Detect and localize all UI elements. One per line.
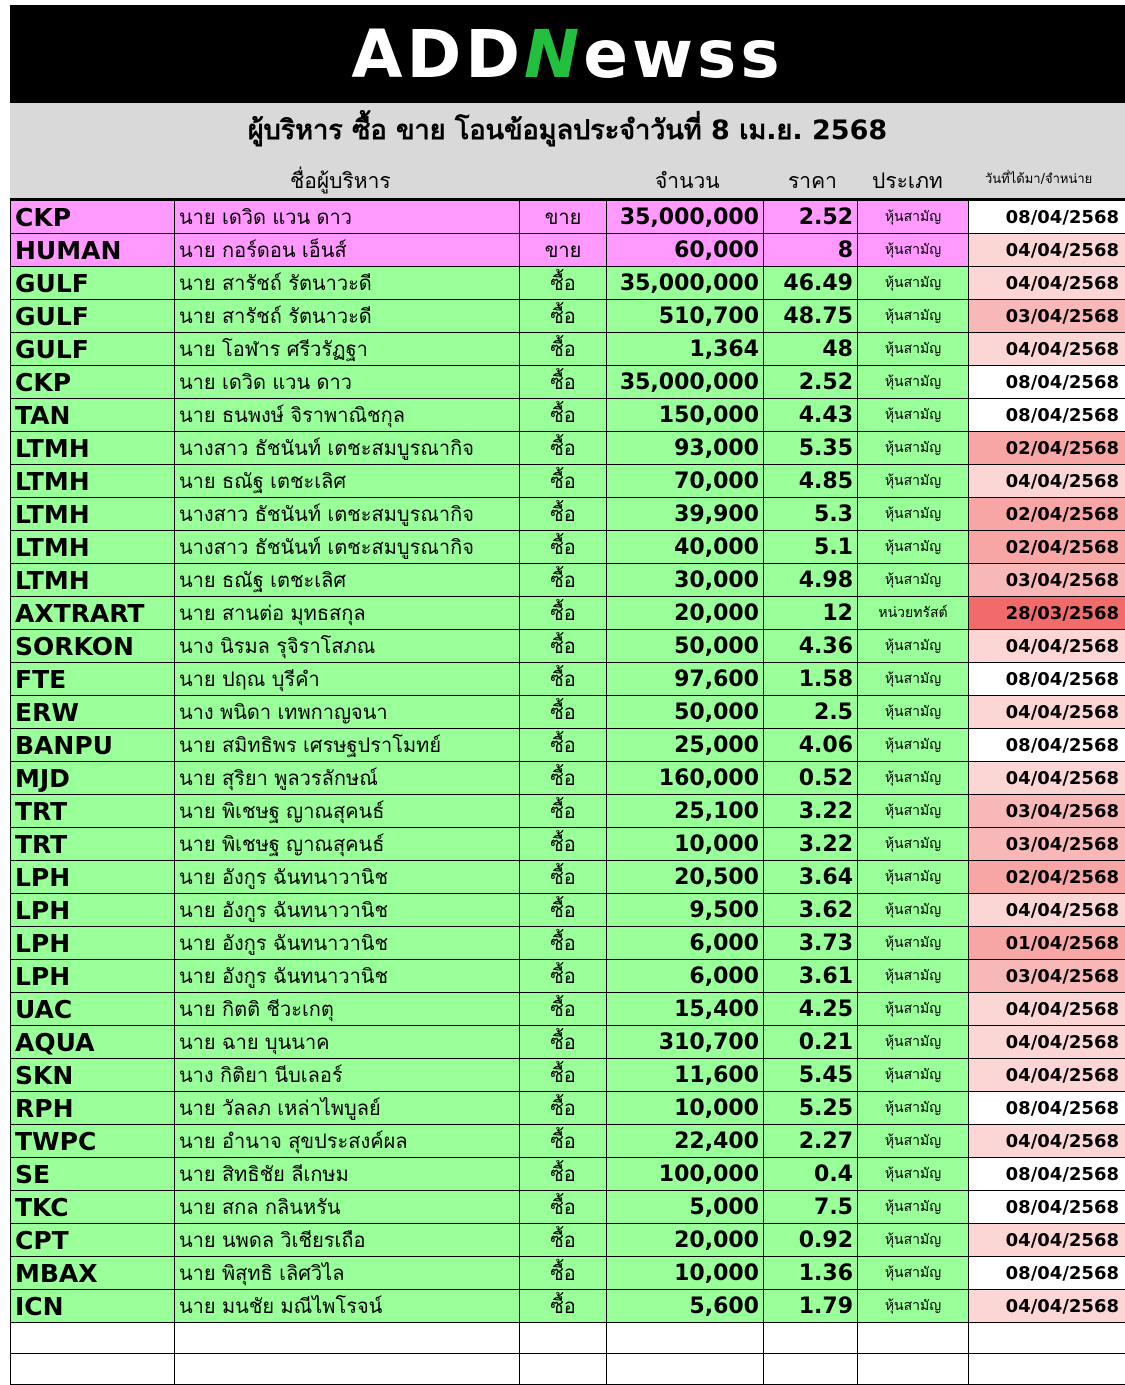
trade-price: 4.43: [764, 399, 858, 432]
table-row: [11, 597, 1125, 630]
stock-symbol: MBAX: [11, 1257, 175, 1290]
trade-quantity: 20,000: [607, 1224, 764, 1257]
trade-action: ซื้อ: [520, 1191, 607, 1224]
stock-symbol: SE: [11, 1158, 175, 1191]
security-type: หุ้นสามัญ: [858, 1191, 969, 1224]
stock-symbol: TKC: [11, 1191, 175, 1224]
executive-name: นาย เดวิด แวน ดาว: [175, 366, 520, 399]
trade-price: 0.4: [764, 1158, 858, 1191]
stock-symbol: FTE: [11, 663, 175, 696]
empty-cell: [520, 1354, 607, 1385]
trade-action: ซื้อ: [520, 1290, 607, 1323]
trade-price: 0.92: [764, 1224, 858, 1257]
trade-action: ซื้อ: [520, 1026, 607, 1059]
trade-action: ซื้อ: [520, 432, 607, 465]
trade-action: ซื้อ: [520, 564, 607, 597]
security-type: หุ้นสามัญ: [858, 696, 969, 729]
table-row: [11, 1125, 1125, 1158]
executive-name: นาง กิติยา นีบเลอร์: [175, 1059, 520, 1092]
security-type: หุ้นสามัญ: [858, 861, 969, 894]
trade-date: 01/04/2568: [969, 927, 1125, 960]
stock-symbol: LTMH: [11, 465, 175, 498]
trade-quantity: 35,000,000: [607, 366, 764, 399]
trade-date: 02/04/2568: [969, 861, 1125, 894]
trade-action: ซื้อ: [520, 960, 607, 993]
trade-date: 03/04/2568: [969, 564, 1125, 597]
table-row: [11, 795, 1125, 828]
trade-price: 1.36: [764, 1257, 858, 1290]
executive-name: นาย อังกูร ฉันทนาวานิช: [175, 960, 520, 993]
security-type: หุ้นสามัญ: [858, 564, 969, 597]
trade-action: ซื้อ: [520, 927, 607, 960]
security-type: หุ้นสามัญ: [858, 531, 969, 564]
trade-price: 2.52: [764, 366, 858, 399]
executive-name: นาย เดวิด แวน ดาว: [175, 201, 520, 234]
trade-quantity: 15,400: [607, 993, 764, 1026]
executive-name: นาย สกล กลินหรัน: [175, 1191, 520, 1224]
executive-name: นางสาว ธัชนันท์ เตชะสมบูรณากิจ: [175, 531, 520, 564]
trade-quantity: 310,700: [607, 1026, 764, 1059]
trade-date: 03/04/2568: [969, 795, 1125, 828]
security-type: หุ้นสามัญ: [858, 795, 969, 828]
stock-symbol: LPH: [11, 927, 175, 960]
stock-symbol: SKN: [11, 1059, 175, 1092]
empty-row: [11, 1354, 1125, 1385]
trade-quantity: 5,600: [607, 1290, 764, 1323]
trade-quantity: 1,364: [607, 333, 764, 366]
executive-name: นาย มนชัย มณีไพโรจน์: [175, 1290, 520, 1323]
security-type: หุ้นสามัญ: [858, 762, 969, 795]
trade-action: ซื้อ: [520, 828, 607, 861]
trade-action: ซื้อ: [520, 1158, 607, 1191]
trade-action: ซื้อ: [520, 696, 607, 729]
security-type: หุ้นสามัญ: [858, 201, 969, 234]
stock-symbol: SORKON: [11, 630, 175, 663]
stock-symbol: AQUA: [11, 1026, 175, 1059]
stock-symbol: LPH: [11, 861, 175, 894]
stock-symbol: ICN: [11, 1290, 175, 1323]
table-row: [11, 1257, 1125, 1290]
executive-name: นาย สมิทธิพร เศรษฐปราโมทย์: [175, 729, 520, 762]
trade-date: 04/04/2568: [969, 1224, 1125, 1257]
trade-quantity: 35,000,000: [607, 267, 764, 300]
trade-action: ซื้อ: [520, 333, 607, 366]
trade-quantity: 40,000: [607, 531, 764, 564]
trade-date: 04/04/2568: [969, 993, 1125, 1026]
trade-quantity: 97,600: [607, 663, 764, 696]
empty-cell: [764, 1323, 858, 1354]
security-type: หุ้นสามัญ: [858, 993, 969, 1026]
table-header: [10, 155, 1125, 200]
executive-name: นาย อังกูร ฉันทนาวานิช: [175, 927, 520, 960]
table-row: [11, 1224, 1125, 1257]
trade-price: 4.85: [764, 465, 858, 498]
stock-symbol: AXTRART: [11, 597, 175, 630]
trade-action: ซื้อ: [520, 861, 607, 894]
table-row: [11, 333, 1125, 366]
table-row: [11, 432, 1125, 465]
trade-date: 04/04/2568: [969, 1026, 1125, 1059]
trade-date: 04/04/2568: [969, 630, 1125, 663]
trade-date: 08/04/2568: [969, 1257, 1125, 1290]
trade-price: 4.06: [764, 729, 858, 762]
security-type: หุ้นสามัญ: [858, 1290, 969, 1323]
trade-quantity: 50,000: [607, 696, 764, 729]
trade-price: 1.58: [764, 663, 858, 696]
trade-date: 08/04/2568: [969, 729, 1125, 762]
trade-price: 5.25: [764, 1092, 858, 1125]
trade-date: 08/04/2568: [969, 1158, 1125, 1191]
table-row: [11, 927, 1125, 960]
trade-quantity: 22,400: [607, 1125, 764, 1158]
table-row: [11, 300, 1125, 333]
executive-name: นาย อังกูร ฉันทนาวานิช: [175, 861, 520, 894]
security-type: หุ้นสามัญ: [858, 234, 969, 267]
security-type: หุ้นสามัญ: [858, 399, 969, 432]
trade-quantity: 100,000: [607, 1158, 764, 1191]
executive-name: นาย โอฬาร ศรีวรัฏฐา: [175, 333, 520, 366]
stock-symbol: CKP: [11, 366, 175, 399]
trade-action: ซื้อ: [520, 465, 607, 498]
table-row: [11, 465, 1125, 498]
trade-quantity: 20,500: [607, 861, 764, 894]
trade-action: ซื้อ: [520, 1092, 607, 1125]
trade-quantity: 20,000: [607, 597, 764, 630]
trade-action: ขาย: [520, 234, 607, 267]
trade-action: ซื้อ: [520, 795, 607, 828]
trade-action: ซื้อ: [520, 993, 607, 1026]
empty-cell: [858, 1354, 969, 1385]
trade-price: 0.52: [764, 762, 858, 795]
stock-symbol: LPH: [11, 894, 175, 927]
executive-name: นาย อำนาจ สุขประสงค์ผล: [175, 1125, 520, 1158]
trade-action: ซื้อ: [520, 630, 607, 663]
trade-quantity: 60,000: [607, 234, 764, 267]
executive-name: นาย สารัชถ์ รัตนาวะดี: [175, 267, 520, 300]
security-type: หุ้นสามัญ: [858, 927, 969, 960]
stock-symbol: LPH: [11, 960, 175, 993]
trade-price: 3.22: [764, 828, 858, 861]
table-row: [11, 960, 1125, 993]
table-row: [11, 267, 1125, 300]
trade-date: 04/04/2568: [969, 465, 1125, 498]
stock-symbol: GULF: [11, 300, 175, 333]
table-row: [11, 201, 1125, 234]
security-type: หุ้นสามัญ: [858, 333, 969, 366]
executive-name: นาย สิทธิชัย ลีเกษม: [175, 1158, 520, 1191]
trade-date: 02/04/2568: [969, 531, 1125, 564]
page-title: ผู้บริหาร ซื้อ ขาย โอนข้อมูลประจำวันที่ 8 เม.ย. 2568: [10, 103, 1125, 155]
brand-banner: [10, 5, 1125, 103]
empty-cell: [764, 1354, 858, 1385]
trade-action: ซื้อ: [520, 399, 607, 432]
trade-price: 5.1: [764, 531, 858, 564]
table-row: [11, 1092, 1125, 1125]
trade-price: 4.98: [764, 564, 858, 597]
trade-price: 5.3: [764, 498, 858, 531]
trade-quantity: 35,000,000: [607, 201, 764, 234]
trade-action: ซื้อ: [520, 1059, 607, 1092]
trade-quantity: 6,000: [607, 927, 764, 960]
trade-date: 03/04/2568: [969, 960, 1125, 993]
table-row: [11, 399, 1125, 432]
stock-symbol: LTMH: [11, 432, 175, 465]
trade-date: 04/04/2568: [969, 1125, 1125, 1158]
executive-name: นาย สารัชถ์ รัตนาวะดี: [175, 300, 520, 333]
trade-price: 2.27: [764, 1125, 858, 1158]
table-row: [11, 1158, 1125, 1191]
security-type: หุ้นสามัญ: [858, 1125, 969, 1158]
trade-quantity: 25,000: [607, 729, 764, 762]
trade-date: 04/04/2568: [969, 267, 1125, 300]
trade-action: ซื้อ: [520, 663, 607, 696]
executive-name: นาย สุริยา พูลวรลักษณ์: [175, 762, 520, 795]
trade-date: 08/04/2568: [969, 399, 1125, 432]
trade-quantity: 10,000: [607, 828, 764, 861]
table-row: [11, 696, 1125, 729]
security-type: หุ้นสามัญ: [858, 894, 969, 927]
trade-price: 0.21: [764, 1026, 858, 1059]
executive-name: นาย พิเชษฐ ญาณสุคนธ์: [175, 828, 520, 861]
trade-price: 7.5: [764, 1191, 858, 1224]
trade-date: 02/04/2568: [969, 432, 1125, 465]
stock-symbol: GULF: [11, 267, 175, 300]
stock-symbol: TWPC: [11, 1125, 175, 1158]
trade-date: 04/04/2568: [969, 696, 1125, 729]
executive-name: นาย อังกูร ฉันทนาวานิช: [175, 894, 520, 927]
security-type: หุ้นสามัญ: [858, 1059, 969, 1092]
empty-row: [11, 1323, 1125, 1354]
security-type: หุ้นสามัญ: [858, 432, 969, 465]
table-row: [11, 861, 1125, 894]
header-type: ประเภท: [872, 165, 943, 198]
table-row: [11, 1290, 1125, 1323]
table-row: [11, 1059, 1125, 1092]
trade-price: 3.61: [764, 960, 858, 993]
trade-quantity: 11,600: [607, 1059, 764, 1092]
trade-date: 28/03/2568: [969, 597, 1125, 630]
trade-date: 02/04/2568: [969, 498, 1125, 531]
security-type: หุ้นสามัญ: [858, 300, 969, 333]
executive-name: นาง พนิดา เทพกาญจนา: [175, 696, 520, 729]
executive-name: นาย กิตติ ชีวะเกตุ: [175, 993, 520, 1026]
empty-cell: [175, 1323, 520, 1354]
empty-cell: [969, 1354, 1125, 1385]
security-type: หุ้นสามัญ: [858, 498, 969, 531]
trade-quantity: 10,000: [607, 1092, 764, 1125]
executive-name: นาย สานต่อ มุทธสกุล: [175, 597, 520, 630]
security-type: หุ้นสามัญ: [858, 1026, 969, 1059]
empty-cell: [11, 1323, 175, 1354]
trade-price: 1.79: [764, 1290, 858, 1323]
empty-cell: [520, 1323, 607, 1354]
empty-cell: [11, 1354, 175, 1385]
trade-date: 03/04/2568: [969, 300, 1125, 333]
table-row: [11, 663, 1125, 696]
security-type: หุ้นสามัญ: [858, 729, 969, 762]
header-name: ชื่อผู้บริหาร: [290, 165, 391, 198]
table-row: [11, 498, 1125, 531]
trade-price: 3.73: [764, 927, 858, 960]
empty-cell: [175, 1354, 520, 1385]
executive-name: นาย ฉาย บุนนาค: [175, 1026, 520, 1059]
trade-price: 48: [764, 333, 858, 366]
trade-quantity: 39,900: [607, 498, 764, 531]
stock-symbol: ERW: [11, 696, 175, 729]
stock-symbol: GULF: [11, 333, 175, 366]
trade-date: 04/04/2568: [969, 1290, 1125, 1323]
trade-quantity: 93,000: [607, 432, 764, 465]
trade-date: 08/04/2568: [969, 201, 1125, 234]
executive-name: นาย ธณัฐ เตชะเลิศ: [175, 564, 520, 597]
trade-price: 8: [764, 234, 858, 267]
stock-symbol: CKP: [11, 201, 175, 234]
trade-price: 3.62: [764, 894, 858, 927]
trade-quantity: 10,000: [607, 1257, 764, 1290]
header-price: ราคา: [788, 165, 837, 198]
trade-action: ซื้อ: [520, 498, 607, 531]
table-row: [11, 894, 1125, 927]
stock-symbol: TRT: [11, 795, 175, 828]
executive-name: นาย นพดล วิเชียรเถือ: [175, 1224, 520, 1257]
trade-price: 3.22: [764, 795, 858, 828]
trade-price: 48.75: [764, 300, 858, 333]
trade-quantity: 30,000: [607, 564, 764, 597]
trade-quantity: 6,000: [607, 960, 764, 993]
trade-action: ซื้อ: [520, 762, 607, 795]
trade-price: 2.5: [764, 696, 858, 729]
table-row: [11, 993, 1125, 1026]
trade-date: 08/04/2568: [969, 663, 1125, 696]
trade-date: 08/04/2568: [969, 366, 1125, 399]
trades-table: [10, 200, 1125, 1385]
trade-price: 46.49: [764, 267, 858, 300]
trade-quantity: 5,000: [607, 1191, 764, 1224]
executive-name: นาย ปฤณ บุรีคำ: [175, 663, 520, 696]
table-row: [11, 1191, 1125, 1224]
trade-quantity: 510,700: [607, 300, 764, 333]
trade-price: 3.64: [764, 861, 858, 894]
trade-date: 04/04/2568: [969, 762, 1125, 795]
stock-symbol: MJD: [11, 762, 175, 795]
executive-name: นาย พิสุทธิ เลิศวิไล: [175, 1257, 520, 1290]
table-row: [11, 762, 1125, 795]
security-type: หุ้นสามัญ: [858, 366, 969, 399]
executive-name: นาย กอร์ดอน เอ็นส์: [175, 234, 520, 267]
stock-symbol: TRT: [11, 828, 175, 861]
trade-date: 03/04/2568: [969, 828, 1125, 861]
security-type: หุ้นสามัญ: [858, 1224, 969, 1257]
empty-cell: [858, 1323, 969, 1354]
trade-price: 4.25: [764, 993, 858, 1026]
trade-action: ซื้อ: [520, 300, 607, 333]
trade-action: ซื้อ: [520, 1224, 607, 1257]
security-type: หุ้นสามัญ: [858, 1257, 969, 1290]
table-row: [11, 1026, 1125, 1059]
stock-symbol: BANPU: [11, 729, 175, 762]
executive-name: นางสาว ธัชนันท์ เตชะสมบูรณากิจ: [175, 498, 520, 531]
empty-cell: [607, 1354, 764, 1385]
brand-logo: ADDNewss: [351, 16, 783, 93]
trade-price: 5.45: [764, 1059, 858, 1092]
trade-date: 04/04/2568: [969, 333, 1125, 366]
trade-action: ซื้อ: [520, 531, 607, 564]
empty-cell: [969, 1323, 1125, 1354]
table-row: [11, 531, 1125, 564]
trade-action: ซื้อ: [520, 1257, 607, 1290]
security-type: หุ้นสามัญ: [858, 630, 969, 663]
executive-name: นาย ธนพงษ์ จิราพาณิชกุล: [175, 399, 520, 432]
trade-price: 12: [764, 597, 858, 630]
executive-name: นาย พิเชษฐ ญาณสุคนธ์: [175, 795, 520, 828]
trade-quantity: 9,500: [607, 894, 764, 927]
table-row: [11, 630, 1125, 663]
security-type: หุ้นสามัญ: [858, 828, 969, 861]
trade-date: 04/04/2568: [969, 894, 1125, 927]
stock-symbol: TAN: [11, 399, 175, 432]
table-row: [11, 564, 1125, 597]
trade-date: 04/04/2568: [969, 1059, 1125, 1092]
trade-date: 08/04/2568: [969, 1092, 1125, 1125]
table-row: [11, 729, 1125, 762]
security-type: หน่วยทรัสต์: [858, 597, 969, 630]
stock-symbol: LTMH: [11, 531, 175, 564]
trade-action: ซื้อ: [520, 267, 607, 300]
trade-price: 4.36: [764, 630, 858, 663]
header-qty: จำนวน: [655, 165, 720, 198]
empty-cell: [607, 1323, 764, 1354]
stock-symbol: RPH: [11, 1092, 175, 1125]
security-type: หุ้นสามัญ: [858, 960, 969, 993]
stock-symbol: HUMAN: [11, 234, 175, 267]
stock-symbol: CPT: [11, 1224, 175, 1257]
trade-action: ขาย: [520, 201, 607, 234]
table-row: [11, 828, 1125, 861]
trade-price: 2.52: [764, 201, 858, 234]
trade-date: 04/04/2568: [969, 234, 1125, 267]
table-row: [11, 366, 1125, 399]
executive-name: นาย ธณัฐ เตชะเลิศ: [175, 465, 520, 498]
trade-quantity: 50,000: [607, 630, 764, 663]
executive-name: นาย วัลลภ เหล่าไพบูลย์: [175, 1092, 520, 1125]
trade-quantity: 150,000: [607, 399, 764, 432]
security-type: หุ้นสามัญ: [858, 663, 969, 696]
trade-action: ซื้อ: [520, 597, 607, 630]
security-type: หุ้นสามัญ: [858, 1092, 969, 1125]
security-type: หุ้นสามัญ: [858, 465, 969, 498]
trade-action: ซื้อ: [520, 1125, 607, 1158]
executive-name: นางสาว ธัชนันท์ เตชะสมบูรณากิจ: [175, 432, 520, 465]
security-type: หุ้นสามัญ: [858, 267, 969, 300]
stock-symbol: UAC: [11, 993, 175, 1026]
trade-price: 5.35: [764, 432, 858, 465]
stock-symbol: LTMH: [11, 564, 175, 597]
trade-action: ซื้อ: [520, 366, 607, 399]
trade-action: ซื้อ: [520, 729, 607, 762]
trade-quantity: 25,100: [607, 795, 764, 828]
header-date: วันที่ได้มา/จำหน่าย: [985, 168, 1092, 189]
trade-quantity: 160,000: [607, 762, 764, 795]
trade-date: 08/04/2568: [969, 1191, 1125, 1224]
trade-quantity: 70,000: [607, 465, 764, 498]
table-row: [11, 234, 1125, 267]
security-type: หุ้นสามัญ: [858, 1158, 969, 1191]
executive-name: นาง นิรมล รุจิราโสภณ: [175, 630, 520, 663]
trade-action: ซื้อ: [520, 894, 607, 927]
stock-symbol: LTMH: [11, 498, 175, 531]
